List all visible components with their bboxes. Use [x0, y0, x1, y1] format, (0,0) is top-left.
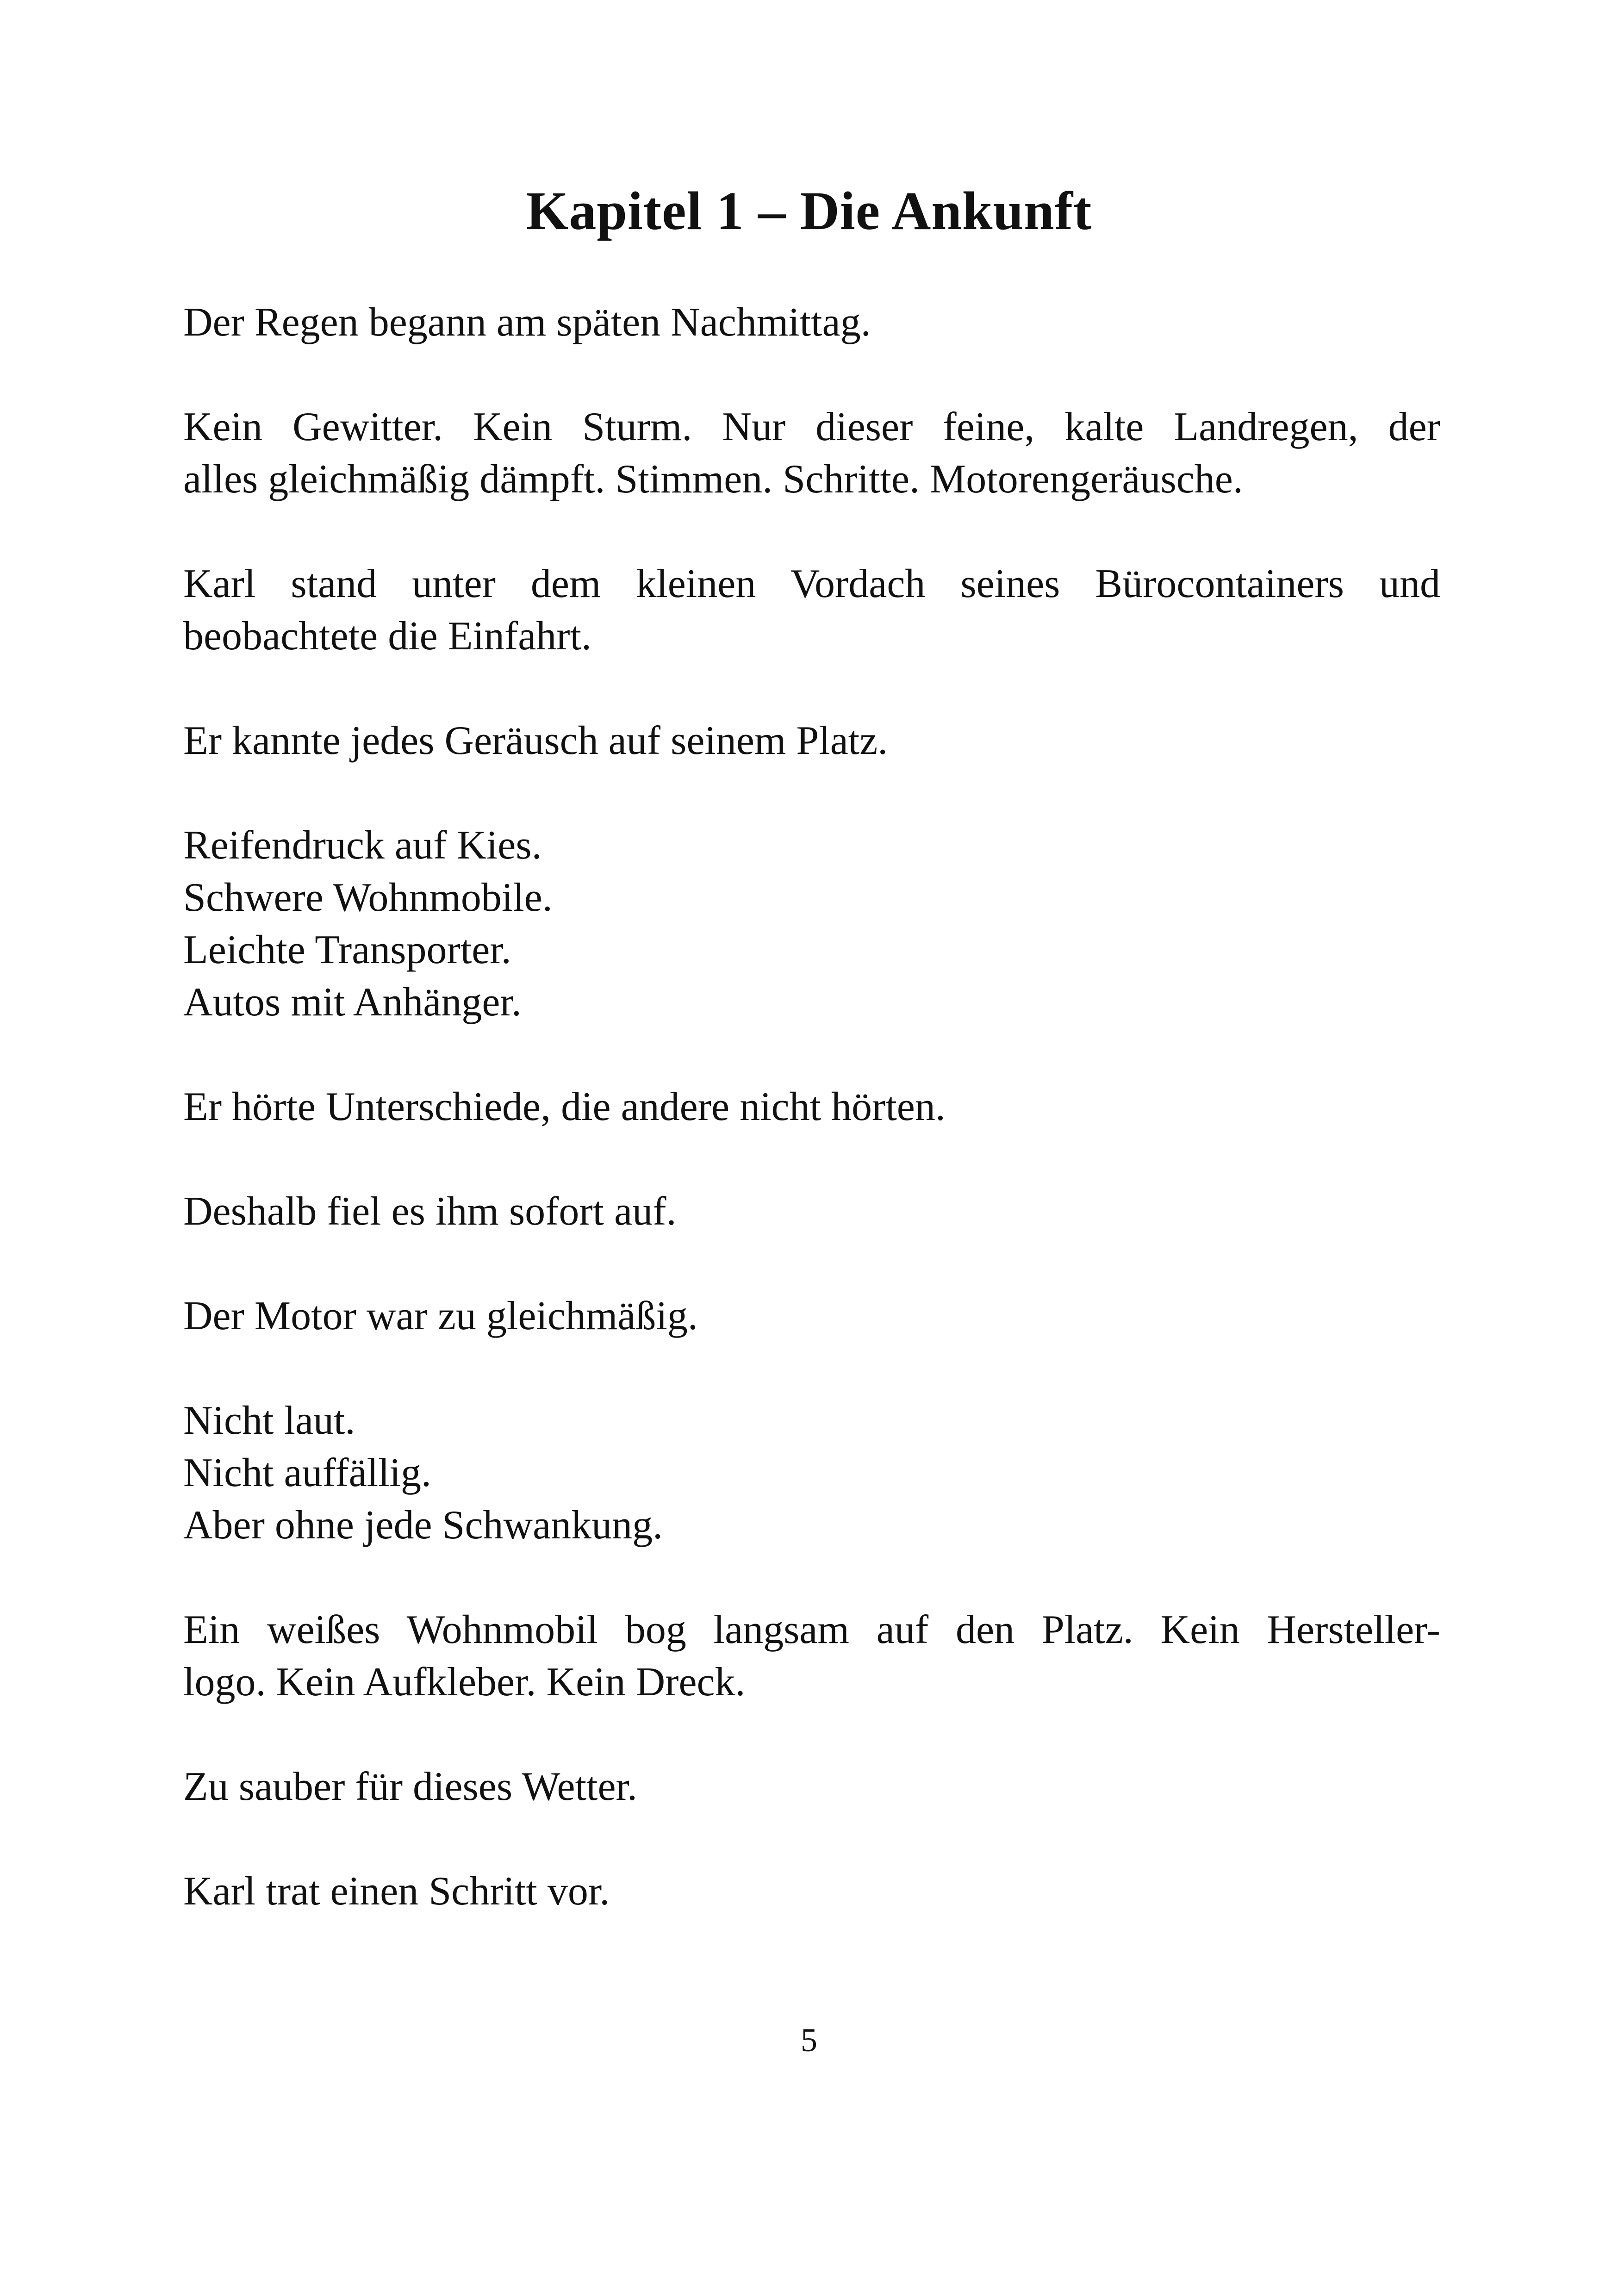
text-line: Aber ohne jede Schwankung. [183, 1503, 663, 1548]
text-line: beobachtete die Einfahrt. [183, 614, 592, 659]
paragraph [183, 1290, 1440, 1342]
text-line: Er hörte Unterschiede, die andere nicht hörten. [183, 1084, 946, 1129]
paragraph [183, 1761, 1440, 1813]
page-number: 5 [801, 2022, 817, 2059]
paragraph [183, 1081, 1440, 1133]
text-line: Leichte Transporter. [183, 927, 511, 972]
text-line: Autos mit Anhänger. [183, 980, 522, 1025]
paragraph [183, 401, 1440, 505]
text-line: Der Regen begann am späten Nachmittag. [183, 300, 871, 345]
paragraph [183, 1394, 1440, 1551]
text-line: Der Motor war zu gleichmäßig. [183, 1294, 698, 1338]
text-line: Kein Gewitter. Kein Sturm. Nur dieser feine, kalte Landregen, der [183, 404, 1440, 449]
text-line: logo. Kein Aufkleber. Kein Dreck. [183, 1660, 746, 1705]
text-line: Nicht laut. [183, 1398, 355, 1443]
text-line: Reifendruck auf Kies. [183, 823, 542, 868]
chapter-body [183, 296, 1440, 1970]
paragraph [183, 296, 1440, 348]
paragraph [183, 1865, 1440, 1917]
text-line: alles gleichmäßig dämpft. Stimmen. Schritte. Motorengeräusche. [183, 457, 1243, 502]
text-line: Zu sauber für dieses Wetter. [183, 1764, 637, 1809]
paragraph [183, 1185, 1440, 1238]
text-line: Er kannte jedes Geräusch auf seinem Platz. [183, 718, 888, 763]
paragraph [183, 819, 1440, 1028]
text-line: Karl stand unter dem kleinen Vordach seines Bürocontainers und [183, 561, 1440, 606]
text-line: Schwere Wohnmobile. [183, 875, 553, 920]
paragraph [183, 558, 1440, 662]
chapter-title: Kapitel 1 – Die Ankunft [526, 180, 1092, 241]
text-line: Nicht auffällig. [183, 1450, 431, 1495]
text-line: Ein weißes Wohnmobil bog langsam auf den Platz. Kein Hersteller- [183, 1607, 1440, 1652]
text-line: Deshalb fiel es ihm sofort auf. [183, 1189, 677, 1234]
paragraph [183, 1604, 1440, 1708]
paragraph [183, 715, 1440, 767]
text-line: Karl trat einen Schritt vor. [183, 1869, 610, 1914]
